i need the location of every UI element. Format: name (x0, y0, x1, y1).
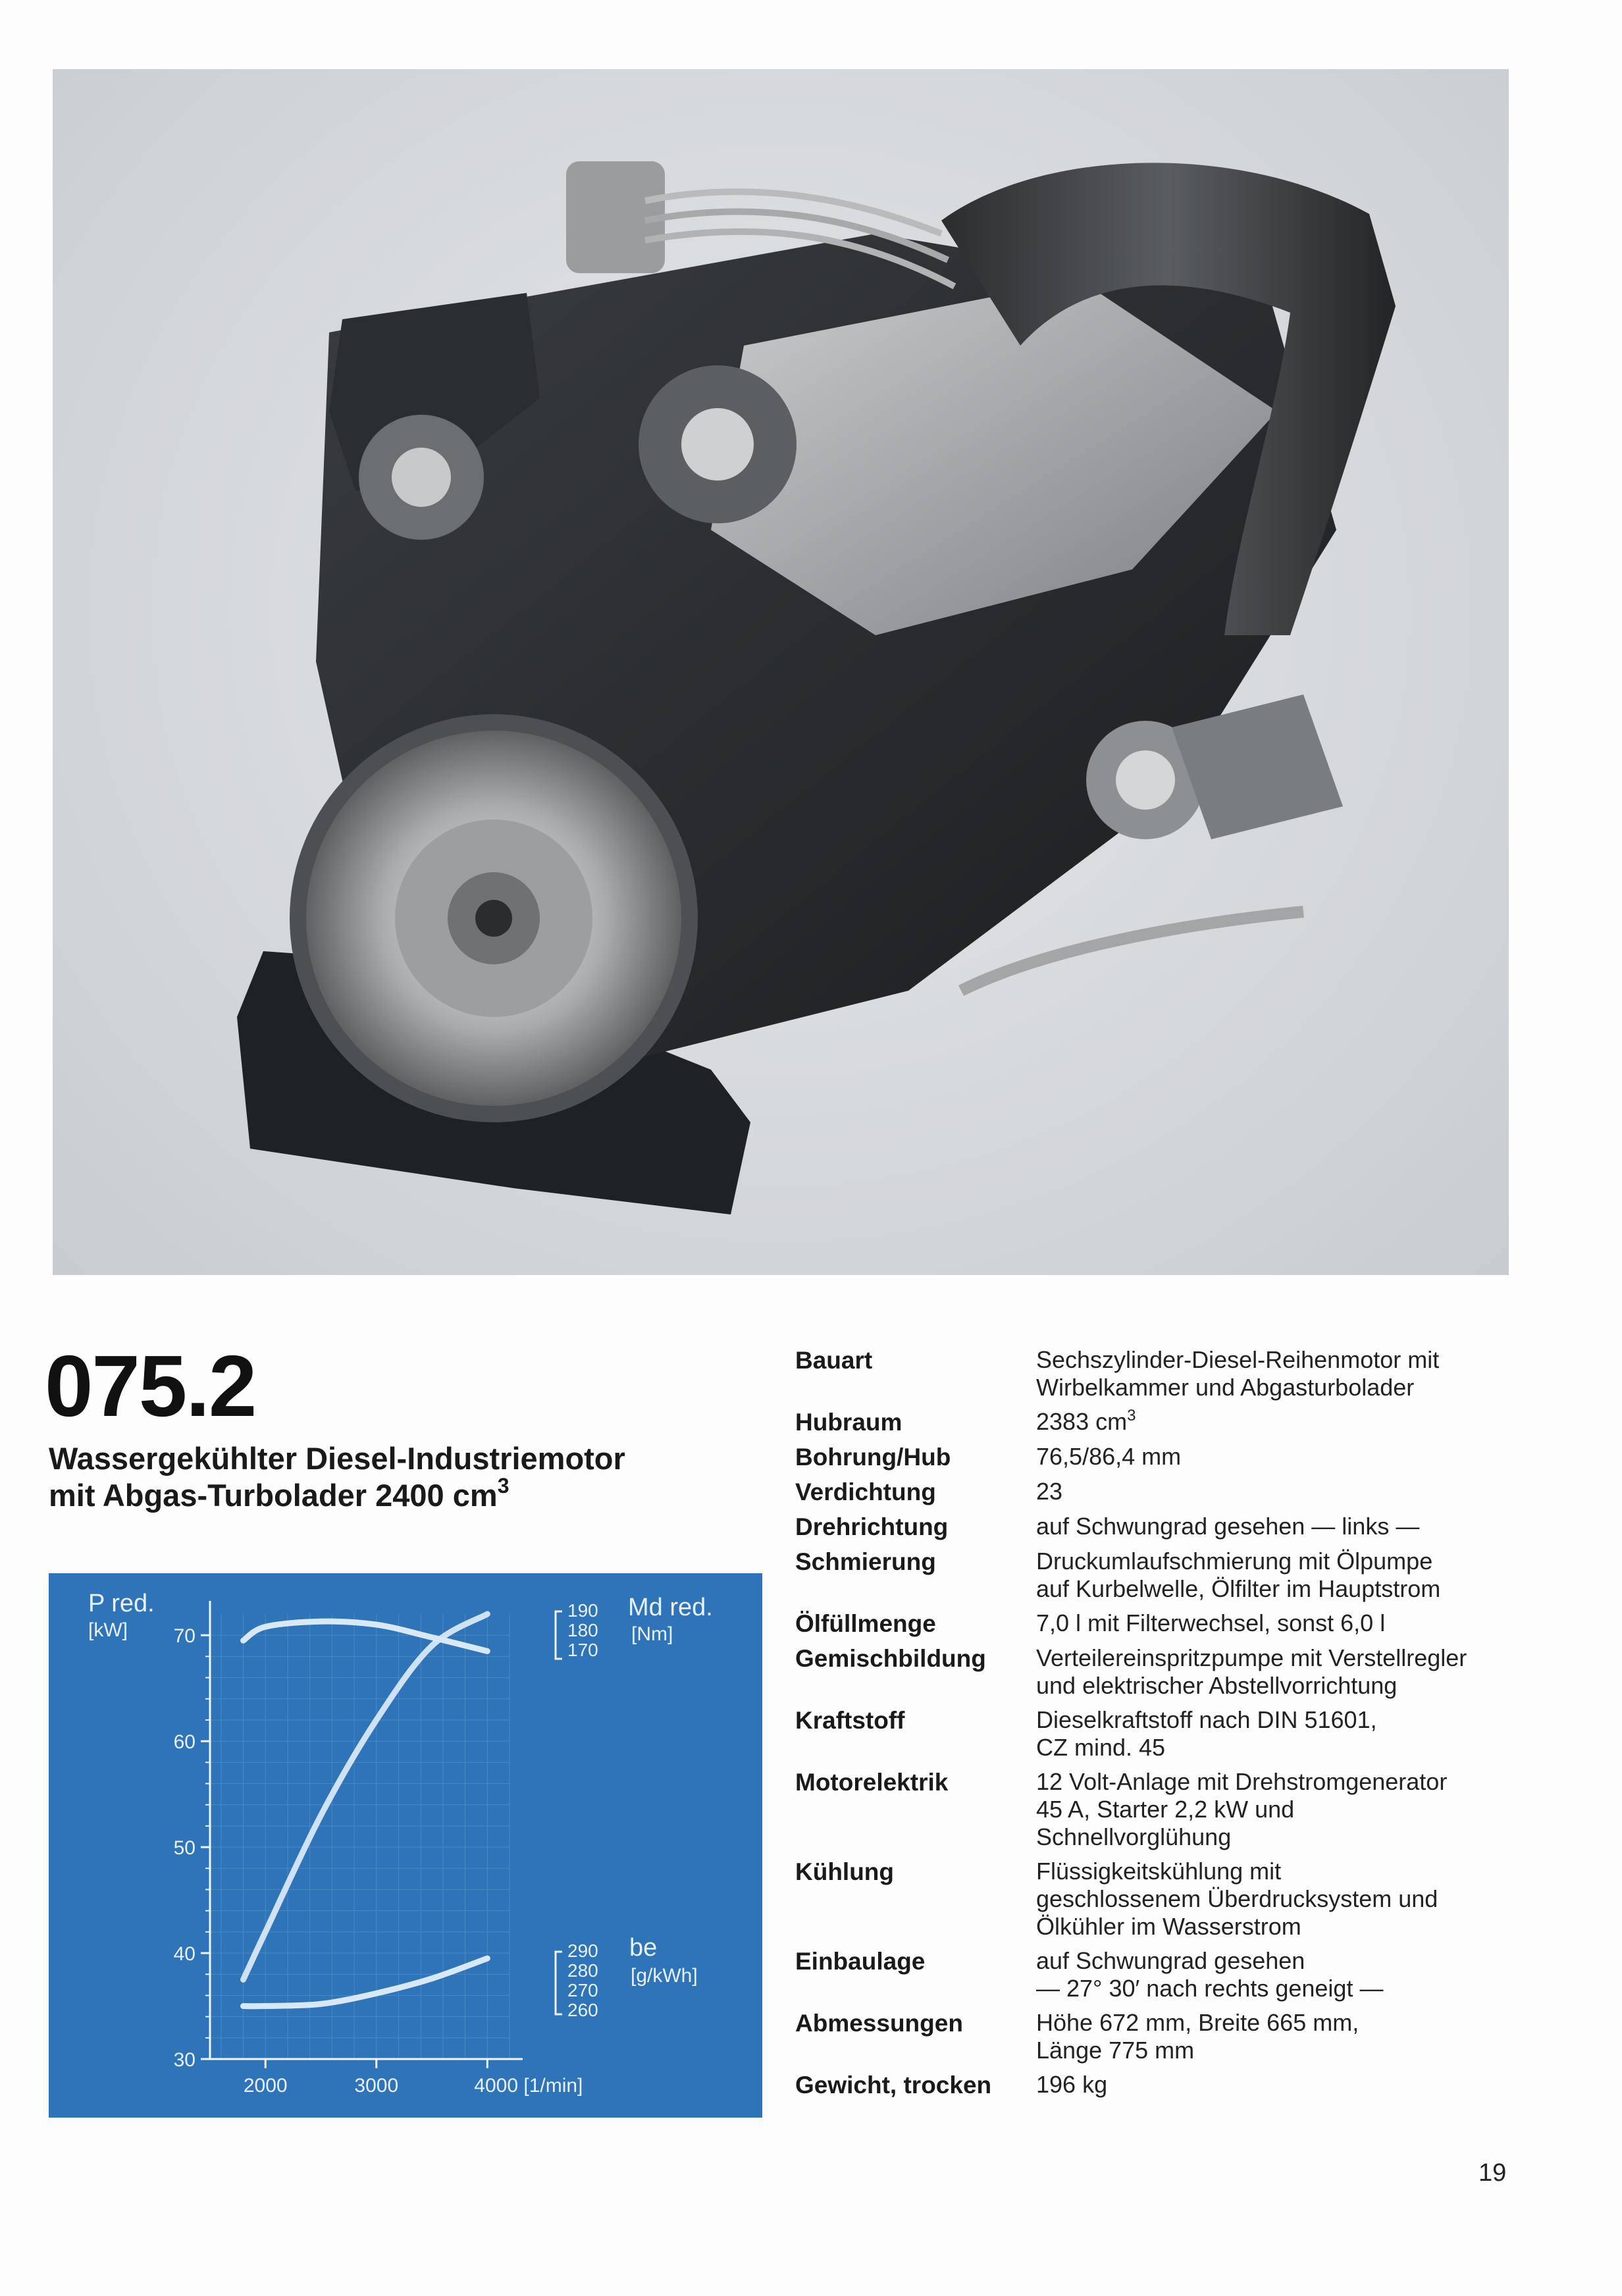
be-scale-bracket (556, 1952, 562, 2014)
spec-label: Motorelektrik (795, 1769, 949, 1796)
spec-value (1036, 1644, 1585, 1700)
spec-label: Schmierung (795, 1548, 936, 1575)
spec-value (1036, 1443, 1585, 1471)
spec-row (795, 1548, 1585, 1603)
spec-label: Drehrichtung (795, 1513, 949, 1540)
torque-tick-label: 190 (567, 1600, 598, 1621)
spec-label: Kühlung (795, 1858, 895, 1885)
spec-row (795, 1644, 1585, 1700)
spec-row (795, 1346, 1585, 1401)
series-line-md-red (244, 1621, 488, 1651)
subtitle-line-2-text: mit Abgas-Turbolader 2400 cm (49, 1478, 498, 1513)
spec-value (1036, 1478, 1585, 1506)
y-tick-label: 70 (173, 1625, 196, 1648)
torque-tick-label: 170 (567, 1640, 598, 1660)
spec-value-text: 2383 cm (1036, 1408, 1128, 1435)
x-tick-label: 4000 [1/min] (474, 2075, 583, 2097)
spec-label: Einbaulage (795, 1948, 926, 1975)
series-line-p-red (244, 1614, 488, 1979)
torque-tick-label: 180 (567, 1620, 598, 1640)
spec-value (1036, 1609, 1585, 1638)
spec-label: Gemischbildung (795, 1645, 986, 1672)
spec-value-text: Sechszylinder-Diesel-Reihenmotor mit Wirbelkammer und Abgasturbolader (1036, 1346, 1440, 1401)
spec-label: Kraftstoff (795, 1707, 905, 1734)
spec-row (795, 1408, 1585, 1436)
performance-chart-svg (49, 1573, 762, 2118)
spec-label: Gewicht, trocken (795, 2072, 992, 2099)
p-axis-unit: [kW] (88, 1619, 128, 1641)
y-tick-label: 30 (173, 2049, 196, 2071)
y-tick-label: 50 (173, 1837, 196, 1860)
series-line-be (244, 1958, 488, 2006)
spec-value (1036, 1858, 1585, 1941)
page-number: 19 (1478, 2159, 1507, 2187)
spec-label: Abmessungen (795, 2010, 963, 2037)
torque-axis-unit: [Nm] (631, 1623, 673, 1645)
y-tick-label: 40 (173, 1943, 196, 1966)
torque-scale-bracket (556, 1611, 562, 1659)
spec-value-text: 7,0 l mit Filterwechsel, sonst 6,0 l (1036, 1609, 1386, 1636)
spec-label: Ölfüllmenge (795, 1610, 936, 1637)
p-axis-label: P red. (88, 1590, 155, 1617)
spec-value (1036, 1768, 1585, 1851)
torque-axis-label: Md red. (628, 1594, 713, 1621)
spec-value (1036, 1513, 1585, 1541)
y-tick-label: 60 (173, 1731, 196, 1754)
subtitle-line-2 (49, 1474, 707, 1514)
spec-value-text: Verteilereinspritzpumpe mit Verstellregler und elektrischer Abstellvorrichtung (1036, 1644, 1467, 1699)
engine-illustration (53, 69, 1509, 1275)
spec-value-superscript: 3 (1127, 1407, 1136, 1424)
x-tick-label: 3000 (354, 2075, 399, 2097)
spec-label: Bauart (795, 1347, 873, 1374)
performance-chart (49, 1573, 762, 2118)
spec-row (795, 2009, 1585, 2064)
spec-value-text: Flüssigkeitskühlung mit geschlossenem Überdrucksystem und Ölkühler im Wasserstrom (1036, 1858, 1438, 1940)
spec-label: Verdichtung (795, 1478, 936, 1505)
spec-value (1036, 2009, 1585, 2064)
spec-row (795, 1858, 1585, 1941)
spec-table (795, 1346, 1585, 2106)
spec-value-text: 76,5/86,4 mm (1036, 1443, 1182, 1470)
spec-value-text: 23 (1036, 1478, 1063, 1505)
engine-photo (53, 69, 1509, 1275)
spec-value (1036, 1548, 1585, 1603)
spec-value (1036, 1947, 1585, 2002)
x-tick-label: 2000 (243, 2075, 288, 2097)
spec-row (795, 1513, 1585, 1541)
engine-subtitle (49, 1440, 707, 1514)
spec-row (795, 1478, 1585, 1506)
spec-value (1036, 1346, 1585, 1401)
subtitle-superscript: 3 (497, 1474, 510, 1498)
spec-value (1036, 2071, 1585, 2099)
spec-value-text: 196 kg (1036, 2071, 1108, 2098)
be-tick-label: 280 (567, 1960, 598, 1981)
spec-row (795, 2071, 1585, 2099)
be-tick-label: 290 (567, 1941, 598, 1961)
be-tick-label: 270 (567, 1980, 598, 2000)
spec-label: Bohrung/Hub (795, 1444, 951, 1471)
spec-value (1036, 1706, 1585, 1761)
spec-label: Hubraum (795, 1409, 903, 1436)
spec-value-text: 12 Volt-Anlage mit Drehstromgenerator 45 A, Starter 2,2 kW und Schnellvorglühung (1036, 1768, 1448, 1850)
spec-row (795, 1947, 1585, 2002)
spec-value (1036, 1408, 1585, 1436)
be-axis-label: be (629, 1934, 658, 1962)
be-tick-label: 260 (567, 2000, 598, 2020)
spec-value-text: Dieselkraftstoff nach DIN 51601, CZ mind. 45 (1036, 1706, 1377, 1761)
spec-row (795, 1706, 1585, 1761)
spec-value-text: Druckumlaufschmierung mit Ölpumpe auf Kurbelwelle, Ölfilter im Hauptstrom (1036, 1548, 1441, 1602)
spec-row (795, 1768, 1585, 1851)
spec-row (795, 1443, 1585, 1471)
spec-row (795, 1609, 1585, 1638)
spec-value-text: auf Schwungrad gesehen — 27° 30′ nach rechts geneigt — (1036, 1947, 1384, 2002)
spec-value-text: Höhe 672 mm, Breite 665 mm, Länge 775 mm (1036, 2009, 1359, 2064)
be-axis-unit: [g/kWh] (631, 1965, 698, 1987)
model-number: 075.2 (45, 1338, 256, 1434)
spec-value-text: auf Schwungrad gesehen — links — (1036, 1513, 1420, 1540)
subtitle-line-1: Wassergekühlter Diesel-Industriemotor (49, 1441, 625, 1476)
